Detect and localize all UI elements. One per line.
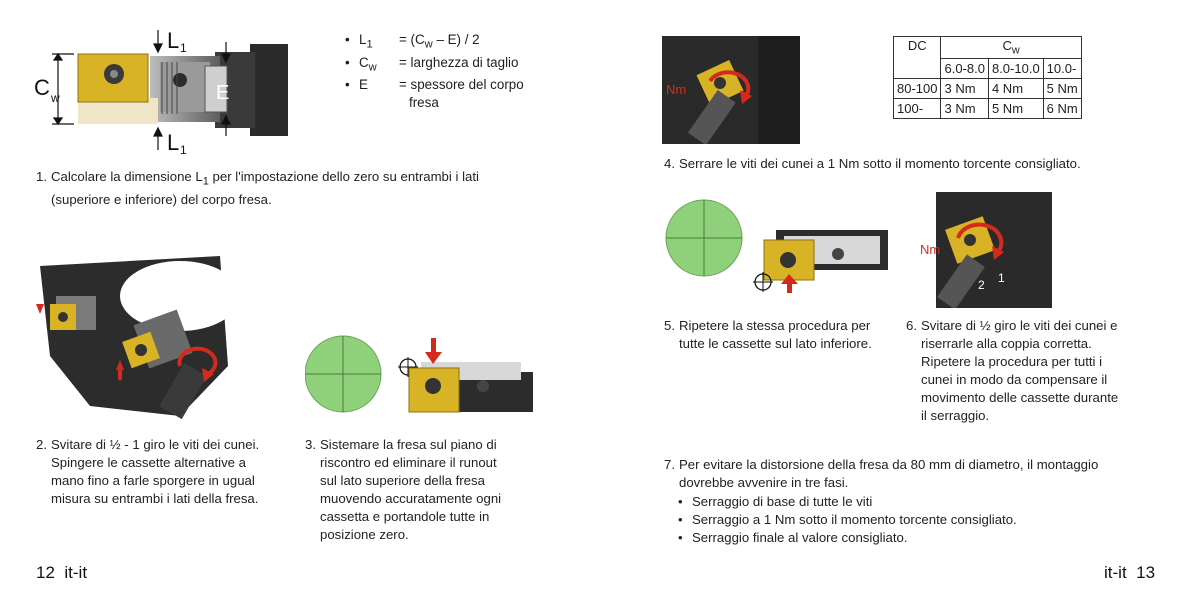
cw-label: C [34,75,50,100]
step-marker-2: 2 [978,278,985,292]
step-3-text: 3. Sistemare la fresa sul piano di riscontro ed eliminare il runout sul lato superiore della fresa muovendo accuratamente ogni cassetta e portandole tutte in posizione zero. [305,437,502,542]
e-label: E [216,82,230,104]
step-2-text: 2. Svitare di ½ - 1 giro le viti dei cunei. Spingere le cassette alternative a mano fino a farle sporgere in ugual misura su entrambi i lati della fresa. [36,437,260,506]
list-item: • Serraggio finale al valore consigliato. [678,530,908,545]
nm-label: Nm [666,82,687,97]
svg-text:w: w [51,91,60,105]
step-5-text: 5. Ripetere la stessa procedura per tutte le cassette sul lato inferiore. [664,318,872,351]
torque-table: DC $C_w$ 6.0-8.0 8.0-10.0 10.0- 80-100 3 Nm 4 Nm 5 Nm 100- 3 Nm 5 Nm 6 Nm [893,36,1082,119]
step-6-text: 6. Svitare di ½ giro le viti dei cunei e riserrarle alla coppia corretta. Ripetere la procedura per tutti i cunei in modo da compensare il movimento delle cassette durante il serraggio. [906,318,1119,423]
list-item: • Serraggio a 1 Nm sotto il momento torcente consigliato. [678,512,1017,527]
figure-cassette-dimensions [30,22,295,157]
figure-retighten [906,192,1052,308]
l1-top-label: L [167,28,180,53]
list-item: • Serraggio di base di tutte le viti [678,494,873,509]
bullet-list [678,493,1178,547]
step-4-text: 4. Serrare le viti dei cunei a 1 Nm sotto il momento torcente consigliato. [664,156,1081,171]
step-7-text: 7. Per evitare la distorsione della fresa da 80 mm di diametro, il montaggio dovrebbe avvenire in tre fasi. [664,457,1099,490]
step-1-text: 1. Calcolare la dimensione $L_1$ per l'impostazione dello zero su entrambi i lati (superiore e inferiore) del corpo fresa. [36,169,479,207]
table-row: 100- 3 Nm 5 Nm 6 Nm [894,98,1082,118]
figure-gauge-bottom [664,198,892,293]
l1-bottom-label: L [167,130,180,155]
svg-text:1: 1 [180,41,187,55]
table-row: 80-100 3 Nm 4 Nm 5 Nm [894,78,1082,98]
page-number-right: it-it 13 [1104,563,1156,582]
figure-torque-tightening [662,36,800,144]
page-number-left: 12 it-it [36,563,88,582]
nm-label: Nm [920,242,941,257]
svg-text:1: 1 [180,143,187,157]
step-marker-1: 1 [998,271,1005,285]
figure-milling-cutter [30,256,228,424]
figure-runout-gauge [305,330,537,418]
definitions-list: • $L_1$ = $(C_w - E) / 2$ • $C_w$ = larghezza di taglio • E = spessore del corpo fresa [345,32,524,111]
